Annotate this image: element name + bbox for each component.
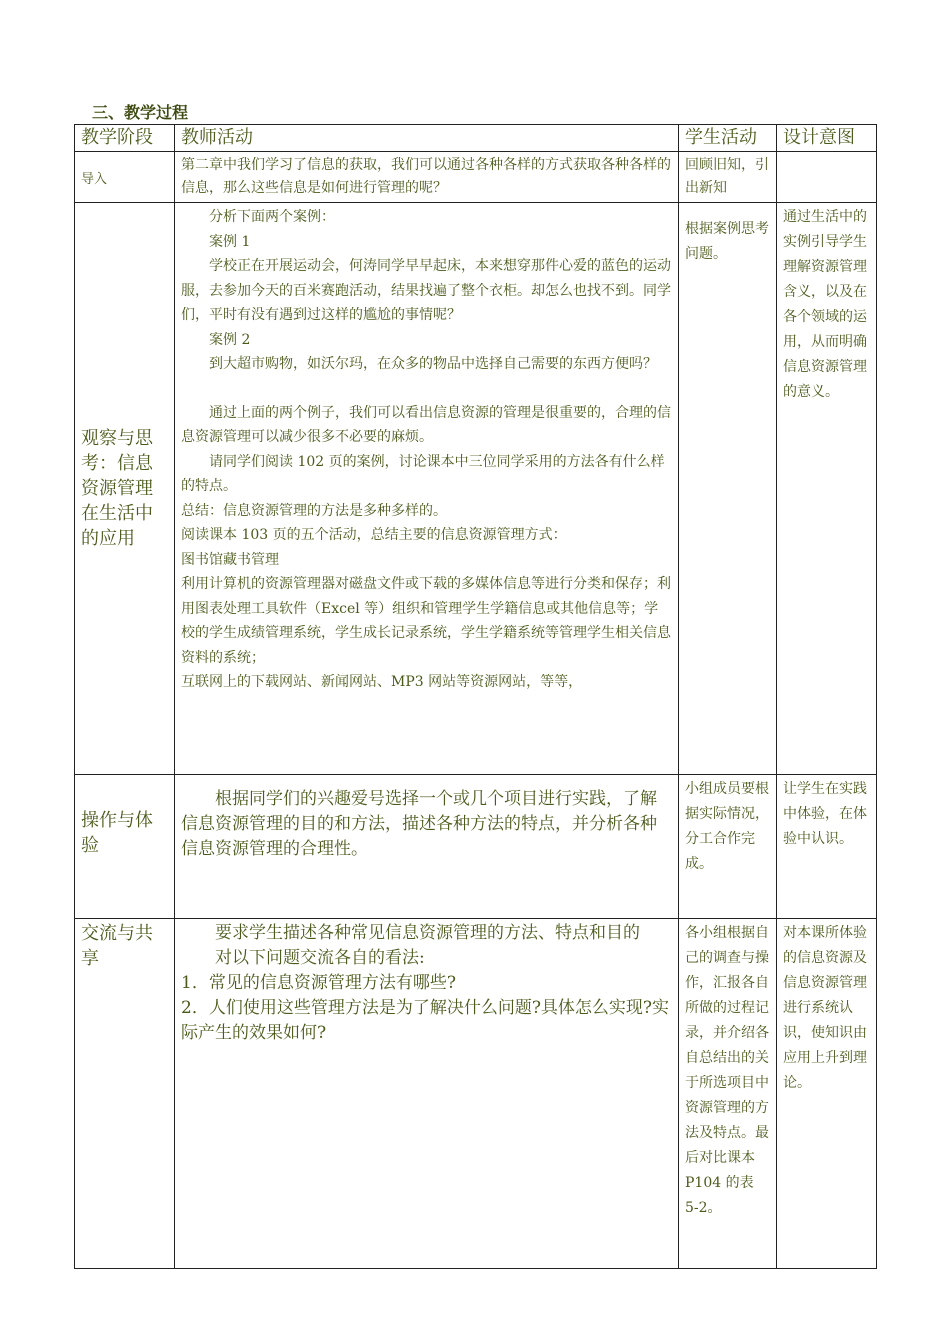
teacher-text: 2．人们使用这些管理方法是为了解决什么问题?具体怎么实现?实际产生的效果如何? <box>181 998 670 1043</box>
teacher-text: 要求学生描述各种常见信息资源管理的方法、特点和目的 <box>215 923 640 943</box>
teacher-text: 第二章中我们学习了信息的获取，我们可以通过各种各样的方式获取各种各样的信息，那么这些信息是如何进行管理的呢？ <box>181 157 671 196</box>
teacher-activity-practice <box>175 775 679 919</box>
teacher-activity-share <box>175 919 679 1269</box>
teacher-activity-intro <box>175 152 679 203</box>
header-student-activity: 学生活动 <box>679 125 777 152</box>
lesson-process-table <box>74 124 877 1269</box>
teacher-text: 对以下问题交流各自的看法: <box>215 948 425 968</box>
design-intent-share: 对本课所体验的信息资源及信息资源管理进行系统认识，使知识由应用上升到理论。 <box>777 919 877 1269</box>
table-row-intro <box>75 152 877 203</box>
header-stage: 教学阶段 <box>75 125 175 152</box>
stage-share: 交流与共享 <box>75 919 175 1269</box>
design-intent-observe: 通过生活中的实例引导学生理解资源管理含义，以及在各个领域的运用，从而明确信息资源管理的意义。 <box>777 203 877 775</box>
header-design-intent: 设计意图 <box>777 125 877 152</box>
teacher-text: 分析下面两个案例： <box>209 209 335 225</box>
design-intent-practice: 让学生在实践中体验，在体验中认识。 <box>777 775 877 919</box>
student-activity-intro: 回顾旧知，引出新知 <box>679 152 777 203</box>
teacher-text: 通过上面的两个例子，我们可以看出信息资源的管理是很重要的，合理的信息资源管理可以减少很多不必要的麻烦。 <box>181 404 671 445</box>
table-row-observe <box>75 203 877 775</box>
teacher-text: 请同学们阅读 102 页的案例，讨论课本中三位同学采用的方法各有什么样的特点。 <box>181 453 665 494</box>
table-row-practice <box>75 775 877 919</box>
teacher-text: 利用计算机的资源管理器对磁盘文件或下载的多媒体信息等进行分类和保存；利用图表处理工具软件（Excel 等）组织和管理学生学籍信息或其他信息等；学校的学生成绩管理系统，学生成长记录系统，学生学籍系统等管理学生相关信息资料的系统； <box>181 576 671 666</box>
student-activity-share: 各小组根据自己的调查与操作，汇报各自所做的过程记录，并介绍各自总结出的关于所选项目中资源管理的方法及特点。最后对比课本 P104 的表 5-2。 <box>679 919 777 1269</box>
teacher-text: 学校正在开展运动会，何涛同学早早起床，本来想穿那件心爱的蓝色的运动服，去参加今天的百米赛跑活动，结果找遍了整个衣柜。却怎么也找不到。同学们，平时有没有遇到过这样的尴尬的事情呢？ <box>181 258 671 323</box>
teacher-text: 到大超市购物，如沃尔玛，在众多的物品中选择自己需要的东西方便吗？ <box>209 356 657 372</box>
table-row-share <box>75 919 877 1269</box>
student-activity-practice: 小组成员要根据实际情况，分工合作完成。 <box>679 775 777 919</box>
student-activity-observe: 根据案例思考问题。 <box>679 203 777 775</box>
blank-line <box>181 377 672 401</box>
table-header-row <box>75 125 877 152</box>
stage-observe: 观察与思考：信息资源管理在生活中的应用 <box>75 203 175 775</box>
teacher-text: 1．常见的信息资源管理方法有哪些? <box>181 973 456 993</box>
teacher-text: 阅读课本 103 页的五个活动，总结主要的信息资源管理方式： <box>181 527 567 543</box>
section-title: 三、教学过程 <box>92 103 189 122</box>
header-teacher-activity: 教师活动 <box>175 125 679 152</box>
stage-intro: 导入 <box>75 152 175 203</box>
teacher-text: 根据同学们的兴趣爱号选择一个或几个项目进行实践，了解信息资源管理的目的和方法，描述各种方法的特点，并分析各种信息资源管理的合理性。 <box>181 789 657 859</box>
design-intent-intro <box>777 152 877 203</box>
teacher-text: 案例 2 <box>209 331 251 348</box>
teacher-text: 总结：信息资源管理的方法是多种多样的。 <box>181 502 447 519</box>
teacher-text: 互联网上的下载网站、新闻网站、MP3 网站等资源网站，等等， <box>181 674 583 690</box>
teacher-activity-observe <box>175 203 679 775</box>
teacher-text: 案例 1 <box>209 233 251 250</box>
teacher-text: 图书馆藏书管理 <box>181 551 279 568</box>
stage-practice: 操作与体验 <box>75 775 175 919</box>
